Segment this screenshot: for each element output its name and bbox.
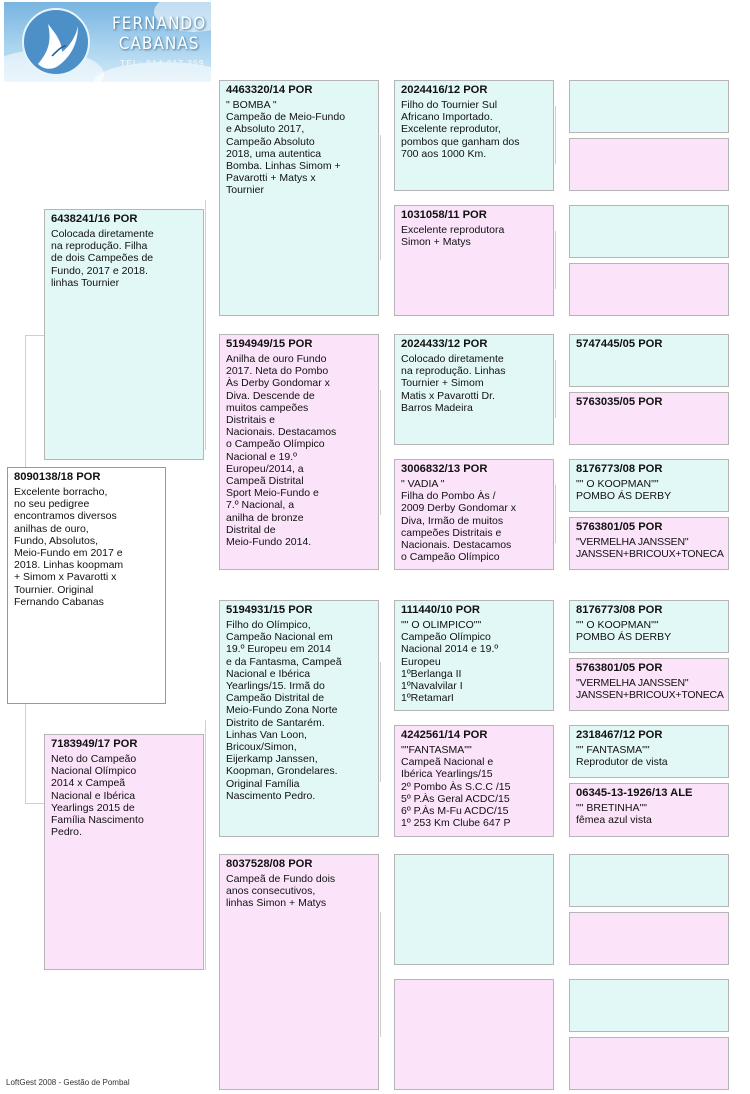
dam-dam-card[interactable] [219, 854, 379, 1090]
g5-card-empty[interactable] [569, 205, 729, 258]
ring-number: 1031058/11 POR [401, 209, 487, 221]
connector [555, 485, 556, 543]
sire-dam-card[interactable] [219, 334, 379, 570]
connector [25, 335, 26, 468]
dssd-card[interactable] [569, 658, 729, 711]
connector [205, 200, 206, 450]
pigeon-description: " VADIA " Filha do Pombo Às / 2009 Derby Gondomar x Diva, Irmão de muitos campeões Distritais e Nacionais. Destacamos o Campeão Olímpico [401, 478, 516, 564]
connector [555, 360, 556, 418]
ring-number: 6438241/16 POR [51, 213, 138, 225]
pigeon-description: ""FANTASMA"" Campeã Nacional e Ibérica Yearlings/15 2º Pombo Às S.C.C /15 5º P.Às Geral ACDC/15 6º P.Às M-Fu ACDC/15 1º 253 Km Clube 647 P [401, 744, 511, 830]
logo-name-line1: FERNANDO [112, 14, 207, 34]
ring-number: 2024433/12 POR [401, 338, 488, 350]
ring-number: 5194931/15 POR [226, 604, 313, 616]
dds-card-empty[interactable] [394, 854, 554, 965]
logo-phone: TEL: 914 017 359 [120, 58, 205, 68]
g5-card-empty[interactable] [569, 138, 729, 191]
ring-number: 8176773/08 POR [576, 463, 663, 475]
pigeon-description: Anilha de ouro Fundo 2017. Neta do Pombo Às Derby Gondomar x Diva. Descende de muitos campeões Distritais e Nacionais. Destacamos o Campeão Olímpico Nacional e 19.º Europeu/2014, a Campeã Distrital Sport Meio-Fundo e 7.º Nacional, a anilha de bronze Distrital de Meio-Fundo 2014. [226, 353, 337, 549]
pigeon-description: "" O OLIMPICO"" Campeão Olímpico Nacional 2014 e 19.º Europeu 1ºBerlanga II 1ºNavalvilar I 1ºRetamarI [401, 619, 499, 705]
logo-name [112, 14, 206, 54]
pigeon-description: Neto do Campeão Nacional Olímpico 2014 x Campeã Nacional e Ibérica Yearlings 2015 de Família Nascimento Pedro. [51, 753, 144, 839]
pigeon-description: Campeã de Fundo dois anos consecutivos, linhas Simon + Matys [226, 873, 336, 910]
sdd-card[interactable] [394, 459, 554, 570]
ring-number: 3006832/13 POR [401, 463, 488, 475]
pigeon-description: Filho do Olímpico, Campeão Nacional em 19.º Europeu em 2014 e da Fantasma, Campeã Nacional e Ibérica Yearlings/15. Irmã do Campeão Distrital de Meio-Fundo Zona Norte Distrito de Santarém. Linhas Van Loon, Bricoux/Simon, Eijerkamp Janssen, Koopman, Grondelares. Original Família Nascimento Pedro. [226, 619, 342, 802]
ring-number: 5194949/15 POR [226, 338, 313, 350]
sdsd-card[interactable] [569, 392, 729, 445]
logo [4, 2, 211, 82]
ring-number: 2024416/12 POR [401, 84, 488, 96]
ring-number: 06345-13-1926/13 ALE [576, 787, 693, 799]
dsds-card[interactable] [569, 725, 729, 778]
g5-card-empty[interactable] [569, 912, 729, 965]
pigeon-icon [18, 6, 94, 78]
ring-number: 5747445/05 POR [576, 338, 663, 350]
g5-card-empty[interactable] [569, 854, 729, 907]
ssd-card[interactable] [394, 205, 554, 316]
sds-card[interactable] [394, 334, 554, 445]
pigeon-description: " BOMBA " Campeão de Meio-Fundo e Absoluto 2017, Campeão Absoluto 2018, uma autentica Bomba. Linhas Simom + Pavarotti + Matys x Tournier [226, 99, 346, 197]
g5-card-empty[interactable] [569, 1037, 729, 1090]
connector [380, 135, 381, 260]
ring-number: 5763035/05 POR [576, 396, 663, 408]
g5-card-empty[interactable] [569, 263, 729, 316]
ring-number: 4463320/14 POR [226, 84, 313, 96]
ring-number: 4242561/14 POR [401, 729, 488, 741]
dsss-card[interactable] [569, 600, 729, 653]
pigeon-description: "VERMELHA JANSSEN" JANSSEN+BRICOUX+TONECA [576, 677, 724, 702]
dsd-card[interactable] [394, 725, 554, 837]
sss-card[interactable] [394, 80, 554, 191]
connector [380, 912, 381, 1037]
pigeon-description: Excelente reprodutora Simon + Matys [401, 224, 505, 249]
dss-card[interactable] [394, 600, 554, 711]
connector [25, 335, 44, 336]
ring-number: 8176773/08 POR [576, 604, 663, 616]
sdds-card[interactable] [569, 459, 729, 512]
ring-number: 8090138/18 POR [14, 471, 101, 483]
pigeon-description: Colocado diretamente na reprodução. Linhas Tournier + Simom Matis x Pavarotti Dr. Barros Madeira [401, 353, 506, 414]
ring-number: 7183949/17 POR [51, 738, 138, 750]
ring-number: 5763801/05 POR [576, 662, 663, 674]
sire-sire-card[interactable] [219, 80, 379, 316]
footer-credit: LoftGest 2008 - Gestão de Pombal [6, 1078, 130, 1087]
connector [380, 390, 381, 515]
pigeon-description: Excelente borracho, no seu pedigree encontramos diversos anilhas de ouro, Fundo, Absolutos, Meio-Fundo em 2017 e 2018. Linhas koopmam + Simom x Pavarotti x Tournier. Original Fernando Cabanas [14, 486, 124, 608]
connector [25, 703, 26, 803]
connector [205, 720, 206, 970]
dam-card[interactable] [44, 734, 204, 970]
pigeon-description: "" BRETINHA"" fêmea azul vista [576, 802, 652, 827]
connector [555, 106, 556, 164]
pigeon-description: Filho do Tournier Sul Africano Importado. Excelente reprodutor, pombos que ganham dos 700 aos 1000 Km. [401, 99, 520, 160]
ddd-card-empty[interactable] [394, 979, 554, 1090]
sddd-card[interactable] [569, 517, 729, 570]
pigeon-description: "VERMELHA JANSSEN" JANSSEN+BRICOUX+TONECA [576, 536, 724, 561]
g5-card-empty[interactable] [569, 979, 729, 1032]
dsdd-card[interactable] [569, 783, 729, 837]
connector [25, 803, 44, 804]
pigeon-description: "" O KOOPMAN"" POMBO ÁS DERBY [576, 478, 672, 503]
logo-name-line2: CABANAS [118, 34, 200, 54]
dam-sire-card[interactable] [219, 600, 379, 837]
pigeon-description: "" FANTASMA"" Reprodutor de vista [576, 744, 668, 769]
pigeon-description: "" O KOOPMAN"" POMBO ÁS DERBY [576, 619, 672, 644]
connector [380, 662, 381, 782]
ring-number: 5763801/05 POR [576, 521, 663, 533]
subject-card[interactable] [7, 467, 166, 704]
pigeon-description: Colocada diretamente na reprodução. Filha de dois Campeões de Fundo, 2017 e 2018. linhas Tournier [51, 228, 154, 289]
sire-card[interactable] [44, 209, 204, 460]
ring-number: 111440/10 POR [401, 604, 480, 616]
ring-number: 8037528/08 POR [226, 858, 313, 870]
ring-number: 2318467/12 POR [576, 729, 663, 741]
sdss-card[interactable] [569, 334, 729, 387]
connector [555, 231, 556, 289]
g5-card-empty[interactable] [569, 80, 729, 133]
